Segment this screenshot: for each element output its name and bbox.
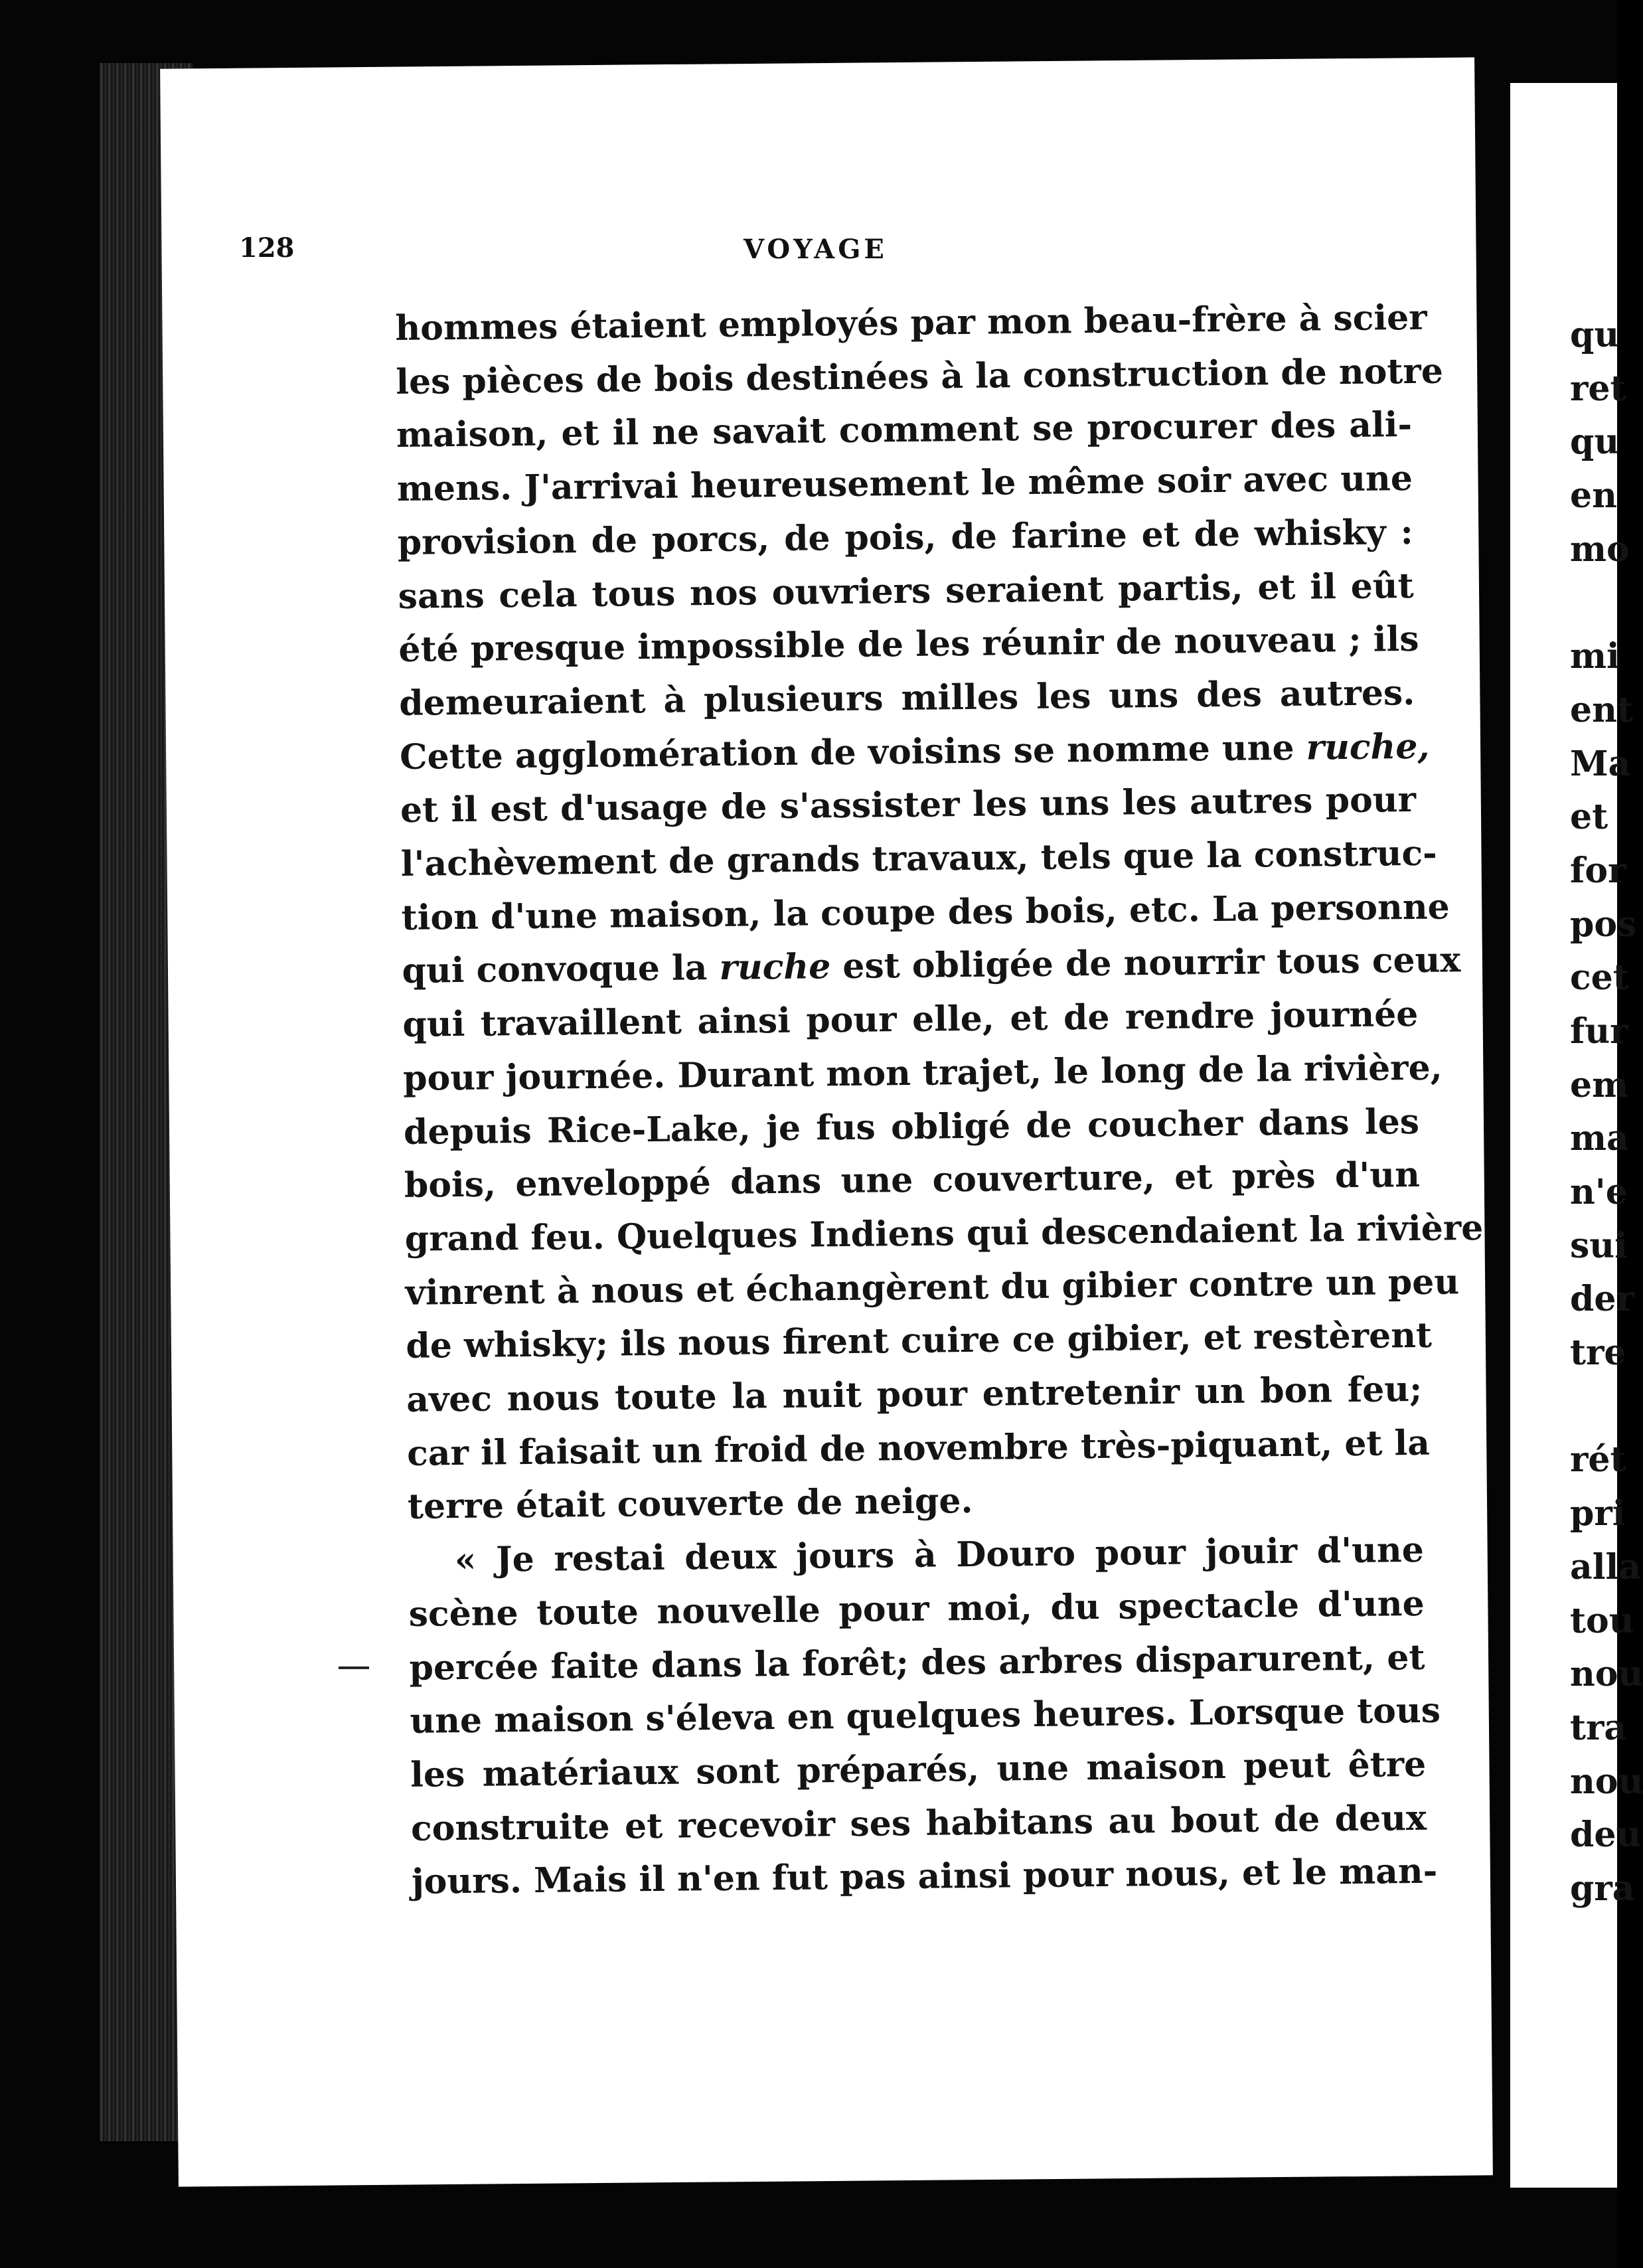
text-line: avec nous toute la nuit pour entretenir un bon feu; — [406, 1368, 1423, 1420]
italic-word: ruche — [719, 946, 831, 989]
facing-page-line-fragment: Ma — [1570, 743, 1631, 784]
facing-page-line-fragment: nou — [1570, 1654, 1643, 1695]
text-line: construite et recevoir ses habitans au bout de deux — [410, 1797, 1427, 1849]
body-text — [395, 291, 1484, 1909]
facing-page-line-fragment: cet — [1570, 957, 1629, 999]
facing-page-line-fragment: ret — [1570, 368, 1626, 409]
text-line: provision de porcs, de pois, de farine et de whisky : — [397, 511, 1414, 563]
facing-page-line-fragment: tou — [1570, 1600, 1634, 1641]
text-line: pour journée. Durant mon trajet, le long de la rivière, — [402, 1047, 1443, 1099]
text-segment: Cette agglomération de voisins se nomme une — [399, 727, 1306, 777]
facing-page-line-fragment: qu — [1570, 315, 1620, 355]
text-line: tion d'une maison, la coupe des bois, etc. La personne — [401, 886, 1450, 938]
page-number: 128 — [239, 232, 295, 264]
text-line: mens. J'arrivai heureusement le même soir avec une — [396, 458, 1413, 510]
text-line: été presque impossible de les réunir de nouveau ; ils — [398, 619, 1419, 671]
page-header — [239, 232, 1354, 272]
facing-page-line-fragment: gra — [1570, 1868, 1635, 1909]
facing-page-line-fragment: en — [1570, 475, 1617, 517]
text-line: l'achèvement de grands travaux, tels que la construc- — [400, 833, 1437, 884]
text-line: et il est d'usage de s'assister les uns les autres pour — [400, 779, 1417, 831]
text-segment: qui convoque la — [402, 947, 720, 992]
facing-page-line-fragment: der — [1570, 1279, 1634, 1320]
facing-page-line-fragment: et — [1570, 797, 1608, 838]
text-line: demeuraient à plusieurs milles les uns des autres. — [399, 672, 1415, 724]
text-line: les matériaux sont préparés, une maison peut être — [410, 1743, 1427, 1795]
facing-page-line-fragment: ent — [1570, 689, 1633, 730]
text-line: une maison s'éleva en quelques heures. Lorsque tous — [410, 1690, 1441, 1742]
facing-page-line-fragment: ma — [1570, 1118, 1629, 1159]
facing-page-line-fragment — [1570, 1380, 1643, 1434]
facing-page-line-fragment: nou — [1570, 1761, 1643, 1802]
text-line: les pièces de bois destinées à la construction de notre — [395, 351, 1444, 402]
facing-page-line-fragment: tre — [1570, 1333, 1626, 1374]
text-segment: est obligée de nourrir tous ceux — [830, 939, 1461, 987]
facing-page-line-fragment: pos — [1570, 904, 1637, 945]
text-line: percée faite dans la forêt; des arbres disparurent, et — [409, 1637, 1425, 1688]
facing-page-line-fragment: tra — [1570, 1707, 1627, 1748]
facing-page-line-fragment: n'e — [1570, 1172, 1628, 1212]
text-line: depuis Rice-Lake, je fus obligé de coucher dans les — [403, 1101, 1420, 1153]
facing-page-line-fragment: fur — [1570, 1011, 1628, 1052]
text-line: grand feu. Quelques Indiens qui descendaient la rivière — [404, 1207, 1484, 1259]
paragraph-end-line: terre était couverte de neige. — [407, 1481, 973, 1528]
text-line: qui travaillent ainsi pour elle, et de rendre journée — [402, 994, 1419, 1046]
running-head: VOYAGE — [743, 234, 888, 265]
margin-mark — [339, 1666, 369, 1669]
facing-page-line-fragment — [1570, 576, 1643, 630]
facing-page-line-fragment: rét — [1570, 1439, 1626, 1481]
italic-word: ruche, — [1306, 726, 1430, 768]
text-line: jours. Mais il n'en fut pas ainsi pour nous, et le man- — [411, 1851, 1438, 1903]
right-page-edge — [1510, 83, 1643, 2188]
text-line: de whisky; ils nous firent cuire ce gibier, et restèrent — [406, 1315, 1433, 1367]
text-line: maison, et il ne savait comment se procurer des ali- — [396, 404, 1413, 456]
text-line: car il faisait un froid de novembre très-piquant, et la — [406, 1422, 1431, 1474]
text-line: scène toute nouvelle pour moi, du spectacle d'une — [408, 1583, 1425, 1635]
text-line: sans cela tous nos ouvriers seraient partis, et il eût — [398, 565, 1414, 617]
right-page-text — [1570, 309, 1643, 1916]
paragraph-start-line: « Je restai deux jours à Douro pour jouir d'une — [454, 1530, 1425, 1581]
facing-page-line-fragment: deu — [1570, 1815, 1642, 1856]
facing-page-line-fragment: mo — [1570, 528, 1630, 570]
text-line: bois, enveloppé dans une couverture, et près d'un — [404, 1155, 1421, 1206]
text-line: hommes étaient employés par mon beau-frère à scier — [395, 297, 1427, 349]
facing-page-line-fragment: qu — [1570, 422, 1620, 463]
facing-page-line-fragment: mi — [1570, 636, 1620, 677]
facing-page-line-fragment: em — [1570, 1064, 1629, 1105]
facing-page-line-fragment: sui — [1570, 1225, 1628, 1266]
text-line: vinrent à nous et échangèrent du gibier contre un peu — [405, 1261, 1460, 1313]
facing-page-line-fragment: for — [1570, 850, 1626, 891]
facing-page-line-fragment: pri — [1570, 1493, 1626, 1534]
facing-page-line-fragment: alla — [1570, 1546, 1641, 1587]
